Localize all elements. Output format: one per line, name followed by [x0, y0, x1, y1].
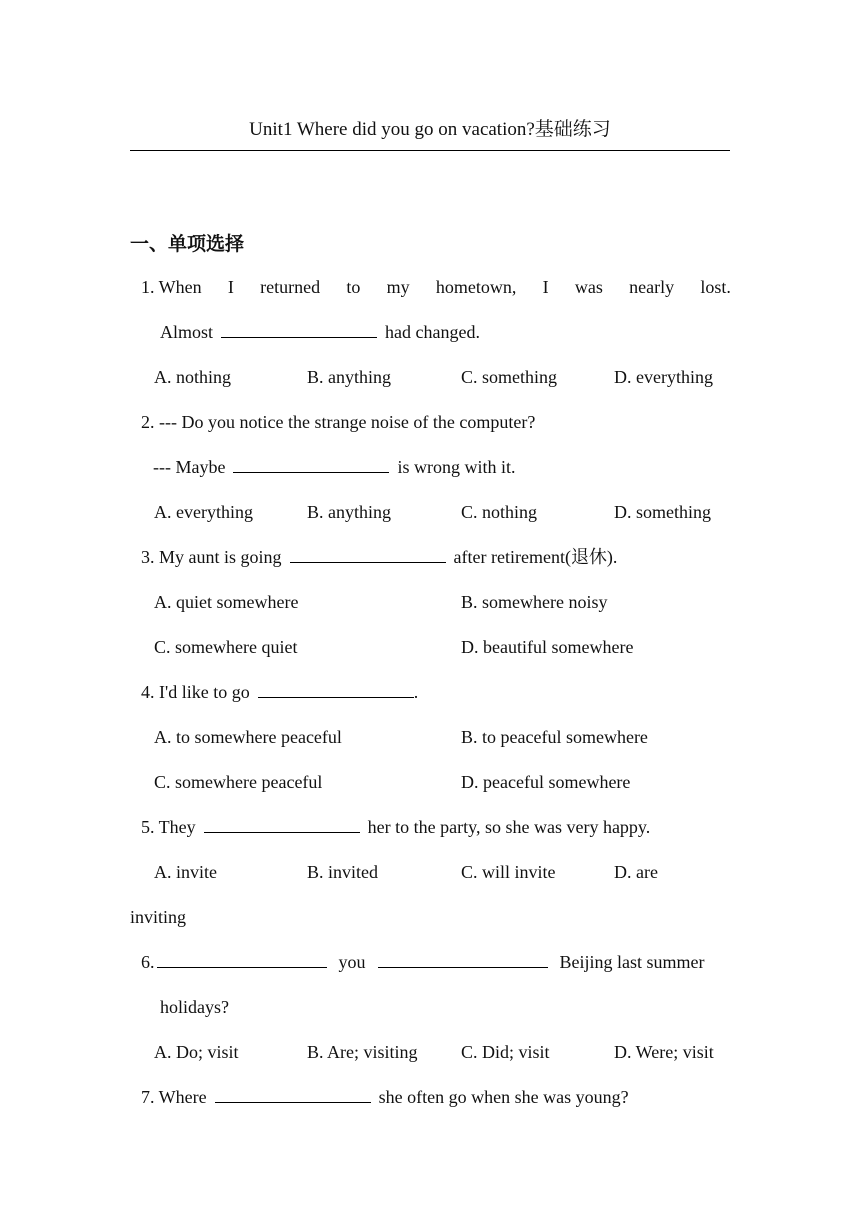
q1-option-a: A. nothing — [154, 367, 232, 387]
q6-text-after: Beijing last summer — [559, 952, 705, 972]
question-1-line-2 — [160, 319, 480, 345]
answer-blank[interactable] — [258, 679, 414, 698]
q4-option-b: B. to peaceful somewhere — [461, 727, 648, 747]
answer-blank[interactable] — [221, 319, 377, 338]
q7-text-before: 7. Where — [141, 1087, 207, 1107]
q3-option-c: C. somewhere quiet — [154, 637, 298, 657]
q3-text-before: 3. My aunt is going — [141, 547, 282, 567]
section-heading: 一、单项选择 — [130, 233, 245, 255]
q5-option-c: C. will invite — [461, 862, 556, 882]
q6-option-c: C. Did; visit — [461, 1042, 550, 1062]
q6-option-a: A. Do; visit — [154, 1042, 239, 1062]
page-title: Unit1 Where did you go on vacation?基础练习 — [249, 119, 611, 140]
question-6-line-1 — [141, 949, 704, 975]
answer-blank-2[interactable] — [378, 949, 548, 968]
q1-word: my — [386, 277, 410, 297]
question-1-line-1 — [141, 274, 731, 300]
q1-word: to — [346, 277, 361, 297]
q2-option-d: D. something — [614, 502, 711, 522]
q1-word: hometown, — [435, 277, 517, 297]
answer-blank[interactable] — [233, 454, 389, 473]
q2-text-after: is wrong with it. — [397, 457, 516, 477]
q4-option-a: A. to somewhere peaceful — [154, 727, 342, 747]
q1-word: nearly — [629, 277, 675, 297]
q6-option-d: D. Were; visit — [614, 1042, 714, 1062]
q6-number: 6. — [141, 952, 155, 972]
question-5 — [141, 814, 650, 840]
question-4 — [141, 679, 418, 705]
q2-option-c: C. nothing — [461, 502, 538, 522]
q7-text-after: she often go when she was young? — [378, 1087, 629, 1107]
question-3 — [141, 544, 617, 570]
q1-text-after: had changed. — [385, 322, 480, 342]
title-divider — [130, 150, 730, 151]
q5-option-b: B. invited — [307, 862, 378, 882]
q1-word: lost. — [700, 277, 731, 297]
q2-text-before: --- Maybe — [153, 457, 226, 477]
q5-text-before: 5. They — [141, 817, 196, 837]
question-7 — [141, 1084, 629, 1110]
q4-option-c: C. somewhere peaceful — [154, 772, 323, 792]
q5-option-a: A. invite — [154, 862, 217, 882]
q3-option-a: A. quiet somewhere — [154, 592, 299, 612]
q1-word: returned — [260, 277, 321, 297]
q1-word: 1. When — [141, 277, 202, 297]
question-2-line-2 — [153, 454, 515, 480]
q4-text-before: 4. I'd like to go — [141, 682, 250, 702]
q2-option-a: A. everything — [154, 502, 253, 522]
q5-option-d: D. are — [614, 862, 658, 882]
q5-option-d-wrap: inviting — [130, 907, 187, 927]
q1-option-d: D. everything — [614, 367, 713, 387]
q1-word: was — [574, 277, 603, 297]
question-2-line-1: 2. --- Do you notice the strange noise of the computer? — [141, 412, 536, 432]
answer-blank[interactable] — [215, 1084, 371, 1103]
q2-option-b: B. anything — [307, 502, 391, 522]
q6-text-mid: you — [338, 952, 366, 972]
q4-text-after: . — [413, 682, 419, 702]
q1-word: I — [227, 277, 234, 297]
q3-option-d: D. beautiful somewhere — [461, 637, 634, 657]
answer-blank-1[interactable] — [157, 949, 327, 968]
q1-word: I — [542, 277, 549, 297]
q3-option-b: B. somewhere noisy — [461, 592, 608, 612]
q1-text-before: Almost — [160, 322, 214, 342]
q5-text-after: her to the party, so she was very happy. — [367, 817, 651, 837]
q4-option-d: D. peaceful somewhere — [461, 772, 631, 792]
answer-blank[interactable] — [204, 814, 360, 833]
question-6-line-2: holidays? — [160, 997, 229, 1017]
answer-blank[interactable] — [290, 544, 446, 563]
q6-option-b: B. Are; visiting — [307, 1042, 418, 1062]
q3-text-after: after retirement(退休). — [453, 547, 618, 567]
q1-option-c: C. something — [461, 367, 558, 387]
q1-option-b: B. anything — [307, 367, 391, 387]
